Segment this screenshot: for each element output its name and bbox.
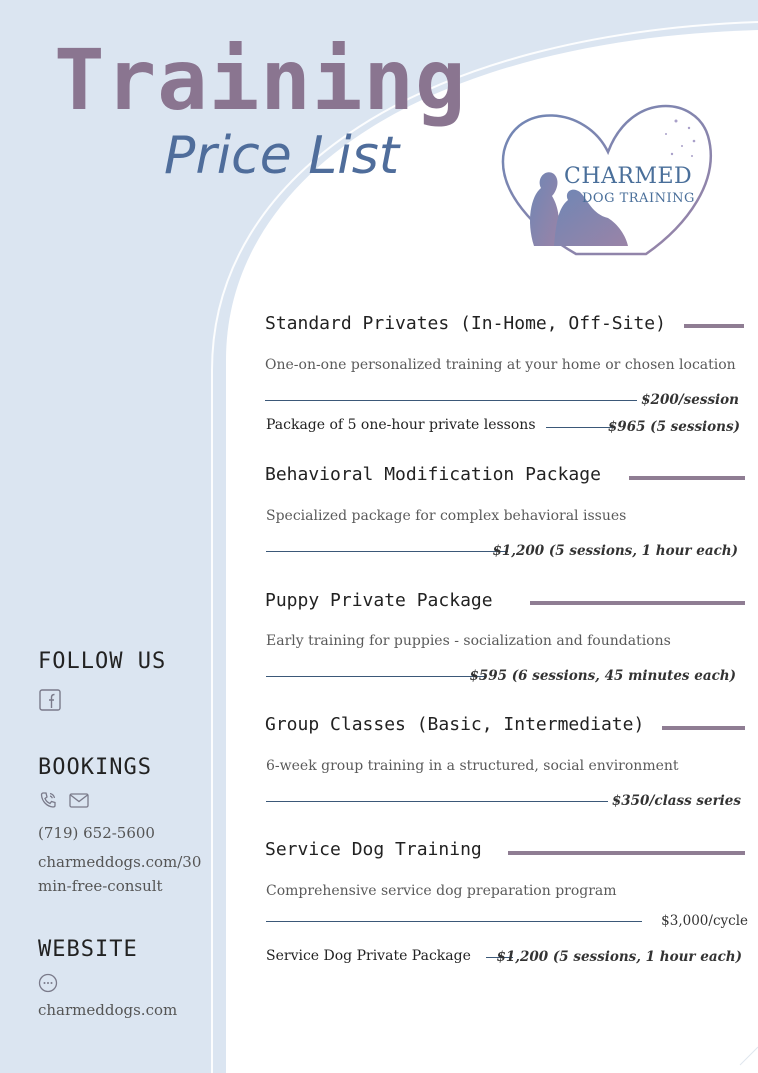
booking-url-line1[interactable]: charmeddogs.com/30 (38, 853, 202, 871)
section-title-behavioral: Behavioral Modification Package (265, 464, 601, 485)
mail-icon[interactable] (69, 793, 89, 808)
logo-wordmark: CHARMED (564, 164, 693, 189)
phone-icon[interactable] (39, 791, 57, 809)
chat-icon[interactable] (38, 973, 58, 993)
section-title-service-dog: Service Dog Training (265, 839, 482, 860)
package-rule (546, 427, 612, 428)
section-price: $200/session (641, 392, 739, 408)
section-description: Comprehensive service dog preparation program (266, 883, 617, 899)
booking-url-line2[interactable]: min-free-consult (38, 877, 163, 895)
phone-number[interactable]: (719) 652-5600 (38, 824, 155, 842)
page-subtitle: Price List (164, 126, 400, 186)
package-label: Service Dog Private Package (266, 948, 471, 964)
website-heading: WEBSITE (38, 937, 138, 962)
logo-tagline: DOG TRAINING (582, 191, 695, 206)
package-price: $965 (5 sessions) (607, 419, 740, 435)
section-description: Early training for puppies - socialization and foundations (266, 633, 671, 649)
package-label: Package of 5 one-hour private lessons (266, 417, 536, 433)
section-price: $350/class series (611, 793, 741, 809)
package-price: $1,200 (5 sessions, 1 hour each) (496, 949, 742, 965)
price-rule (265, 400, 637, 401)
facebook-icon[interactable] (39, 689, 61, 711)
section-title-bar (684, 324, 744, 328)
price-rule (266, 921, 642, 922)
price-rule (266, 801, 608, 802)
website-url[interactable]: charmeddogs.com (38, 1001, 178, 1019)
section-description: Specialized package for complex behavioral issues (266, 508, 627, 524)
price-rule (266, 676, 485, 677)
section-price: $3,000/cycle (661, 913, 748, 929)
follow-us-heading: FOLLOW US (38, 649, 167, 674)
section-title-bar (530, 601, 745, 605)
section-title-standard-privates: Standard Privates (In-Home, Off-Site) (265, 313, 666, 334)
section-description: One-on-one personalized training at your home or chosen location (265, 357, 736, 373)
section-title-group-classes: Group Classes (Basic, Intermediate) (265, 714, 645, 735)
section-price: $1,200 (5 sessions, 1 hour each) (492, 543, 738, 559)
price-rule (266, 551, 508, 552)
section-title-puppy: Puppy Private Package (265, 590, 493, 611)
section-description: 6-week group training in a structured, social environment (266, 758, 679, 774)
section-title-bar (629, 476, 745, 480)
section-price: $595 (6 sessions, 45 minutes each) (469, 668, 736, 684)
page-title: Training (54, 31, 467, 129)
bookings-heading: BOOKINGS (38, 755, 152, 780)
section-title-bar (662, 726, 745, 730)
section-title-bar (508, 851, 745, 855)
